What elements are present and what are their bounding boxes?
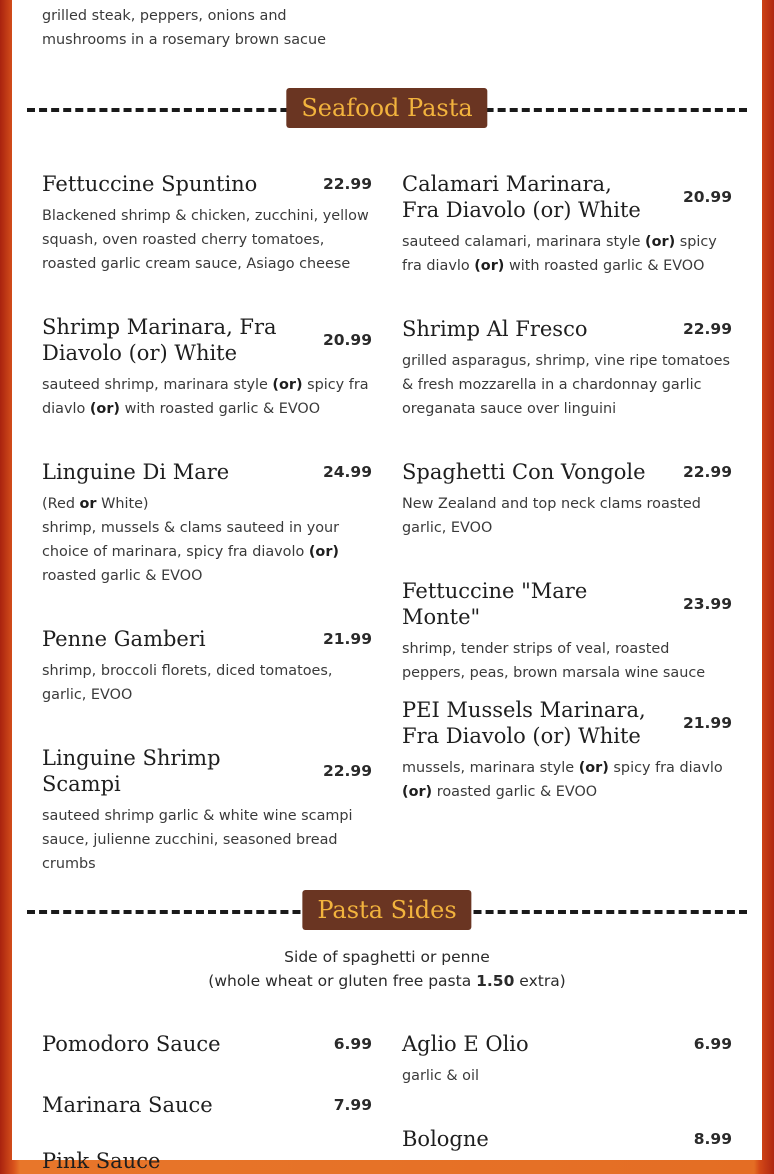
- menu-item-header: [42, 626, 372, 652]
- description-emphasis: (or): [272, 377, 303, 393]
- menu-item-header: [402, 459, 732, 485]
- menu-item: [42, 1092, 372, 1118]
- menu-item: [42, 745, 372, 876]
- menu-panel: [12, 0, 762, 1173]
- description-text: (Red: [42, 496, 80, 512]
- menu-item: [402, 1126, 732, 1152]
- menu-item: [42, 459, 372, 588]
- menu-item-name: Penne Gamberi: [42, 627, 206, 651]
- menu-item-price: 7.99: [333, 1096, 372, 1114]
- menu-item-price: 21.99: [322, 630, 372, 648]
- menu-item-header: [42, 459, 372, 485]
- menu-item: [42, 171, 372, 276]
- menu-item-description: [42, 492, 372, 588]
- section-title-seafood-pasta: Seafood Pasta: [286, 88, 487, 128]
- description-text: spicy fra diavlo: [42, 377, 369, 417]
- menu-item: [42, 314, 372, 421]
- description-text: with roasted garlic & EVOO: [504, 258, 705, 274]
- menu-item-price: 22.99: [682, 320, 732, 338]
- description-emphasis: (or): [89, 401, 120, 417]
- menu-item-description: [42, 204, 372, 276]
- menu-item-price: 23.99: [682, 595, 732, 613]
- menu-item: [42, 626, 372, 707]
- menu-item-price: 6.99: [333, 1035, 372, 1053]
- description-text: with roasted garlic & EVOO: [120, 401, 321, 417]
- description-text: sauteed shrimp, marinara style: [42, 377, 273, 393]
- menu-item-price: 20.99: [322, 331, 372, 349]
- description-text: shrimp, mussels & clams sauteed in your choice of marinara, spicy fra diavolo: [42, 520, 340, 560]
- menu-item-price: 22.99: [322, 175, 372, 193]
- menu-item-header: [42, 171, 372, 197]
- menu-item-name: Fettuccine Spuntino: [42, 172, 258, 196]
- menu-item-header: [402, 171, 732, 223]
- menu-item-price: 8.99: [693, 1130, 732, 1148]
- menu-item-header: [42, 314, 372, 366]
- description-emphasis: (or): [402, 784, 433, 800]
- menu-item-name: Calamari Marinara, Fra Diavolo (or) White: [402, 172, 641, 222]
- menu-item-name: Linguine Shrimp Scampi: [42, 746, 221, 796]
- sides-note-after: extra): [514, 972, 566, 990]
- description-text: Blackened shrimp & chicken, zucchini, yellow squash, oven roasted cherry tomatoes, roasted garlic cream sauce, Asiago cheese: [42, 208, 369, 272]
- menu-item: [402, 1031, 732, 1088]
- menu-item-name: PEI Mussels Marinara, Fra Diavolo (or) White: [402, 698, 646, 748]
- menu-item-header: [402, 578, 732, 630]
- menu-item: [42, 1148, 372, 1174]
- description-text: sauteed shrimp garlic & white wine scampi sauce, julienne zucchini, seasoned bread crumbs: [42, 808, 353, 872]
- description-text: New Zealand and top neck clams roasted garlic, EVOO: [402, 496, 701, 536]
- menu-item-name: Shrimp Marinara, Fra Diavolo (or) White: [42, 315, 277, 365]
- description-emphasis: (or): [474, 258, 505, 274]
- menu-item-name: Fettuccine "Mare Monte": [402, 579, 588, 629]
- menu-item-price: 6.99: [693, 1035, 732, 1053]
- sides-note-line1: Side of spaghetti or penne: [284, 948, 490, 966]
- description-text: shrimp, tender strips of veal, roasted peppers, peas, brown marsala wine sauce: [402, 641, 706, 681]
- menu-item-header: [42, 745, 372, 797]
- description-text: White): [96, 496, 149, 512]
- section-title-pasta-sides: Pasta Sides: [302, 890, 471, 930]
- description-text: garlic & oil: [402, 1068, 479, 1084]
- description-text: spicy fra diavlo: [608, 760, 723, 776]
- menu-item: [402, 697, 732, 804]
- description-text: sauteed calamari, marinara style: [402, 234, 646, 250]
- description-text: grilled asparagus, shrimp, vine ripe tomatoes & fresh mozzarella in a chardonnay garlic oreganata sauce over linguini: [402, 353, 730, 417]
- description-emphasis: (or): [578, 760, 609, 776]
- menu-item: [402, 459, 732, 540]
- description-text: roasted garlic & EVOO: [432, 784, 598, 800]
- menu-item-description: [42, 659, 372, 707]
- menu-item-name: Bologne: [402, 1127, 489, 1151]
- menu-item-description: [42, 373, 372, 421]
- menu-item-header: [42, 1148, 372, 1174]
- menu-item-description: [402, 492, 732, 540]
- menu-item-name: Spaghetti Con Vongole: [402, 460, 646, 484]
- description-emphasis: (or): [308, 544, 339, 560]
- menu-item-description: [42, 804, 372, 876]
- menu-item-price: 22.99: [322, 762, 372, 780]
- menu-item-description: [402, 756, 732, 804]
- menu-item-name: Linguine Di Mare: [42, 460, 230, 484]
- menu-item: [402, 578, 732, 685]
- menu-item: [402, 316, 732, 421]
- menu-item-header: [402, 697, 732, 749]
- menu-item-name: Shrimp Al Fresco: [402, 317, 588, 341]
- menu-item-price: 24.99: [322, 463, 372, 481]
- menu-item-name: Pink Sauce: [42, 1149, 161, 1173]
- menu-item: [42, 1031, 372, 1057]
- menu-item-header: [402, 1031, 732, 1057]
- menu-item: [402, 171, 732, 278]
- menu-item-name: Aglio E Olio: [402, 1032, 529, 1056]
- menu-item-price: 21.99: [682, 714, 732, 732]
- menu-item-description: [402, 637, 732, 685]
- menu-item-header: [402, 1126, 732, 1152]
- description-emphasis: (or): [645, 234, 676, 250]
- intro-description: grilled steak, peppers, onions and mushrooms in a rosemary brown sacue: [42, 8, 326, 48]
- menu-item-header: [402, 316, 732, 342]
- menu-item-name: Pomodoro Sauce: [42, 1032, 221, 1056]
- menu-item-description: [402, 230, 732, 278]
- menu-item-price: 20.99: [682, 188, 732, 206]
- menu-item-price: 22.99: [682, 463, 732, 481]
- description-emphasis: or: [79, 496, 97, 512]
- menu-item-header: [42, 1031, 372, 1057]
- description-text: mussels, marinara style: [402, 760, 579, 776]
- sides-note-price: 1.50: [476, 972, 515, 990]
- sides-note-line2: [12, 969, 762, 993]
- menu-item-name: Marinara Sauce: [42, 1093, 213, 1117]
- sides-note-before: (whole wheat or gluten free pasta: [208, 972, 477, 990]
- menu-item-header: [42, 1092, 372, 1118]
- description-text: spicy fra diavlo: [402, 234, 717, 274]
- menu-item-description: [402, 1064, 732, 1088]
- description-text: roasted garlic & EVOO: [42, 568, 203, 584]
- description-text: shrimp, broccoli florets, diced tomatoes, garlic, EVOO: [42, 663, 333, 703]
- menu-item-description: [402, 349, 732, 421]
